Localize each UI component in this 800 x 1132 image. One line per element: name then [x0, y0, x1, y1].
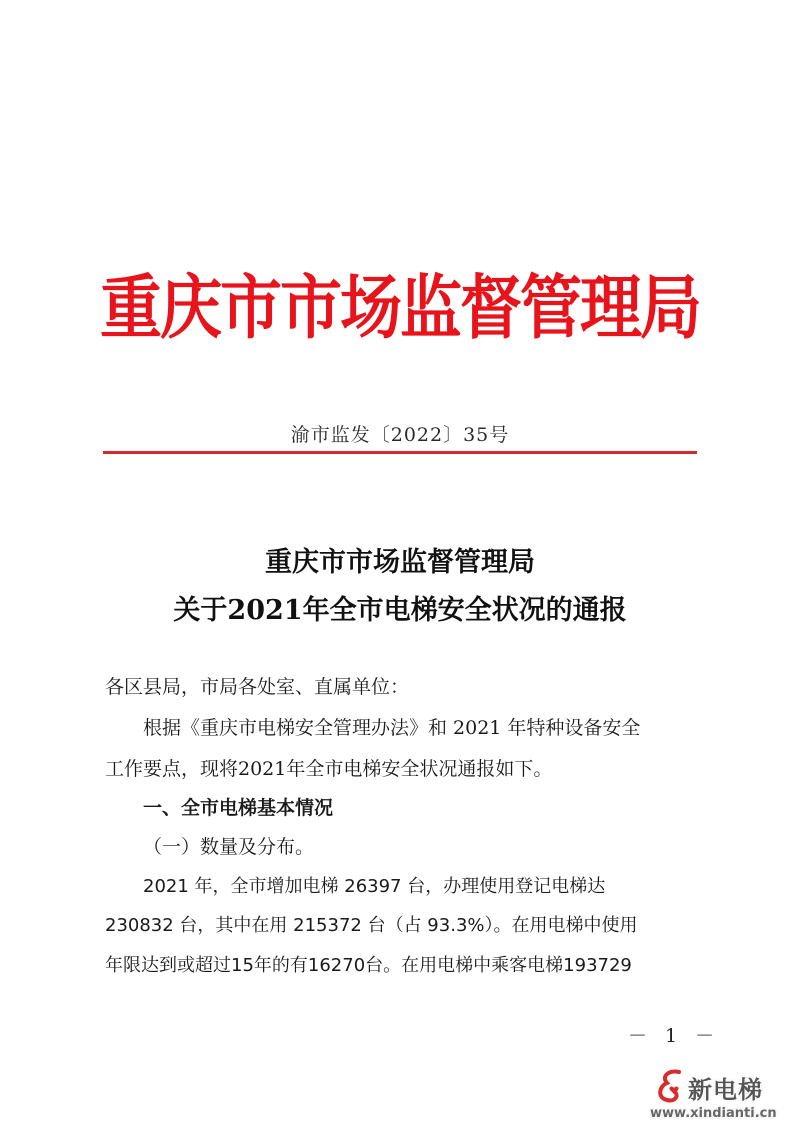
- intro-paragraph-line1: 根据《重庆市电梯安全管理办法》和 2021 年特种设备安全: [143, 717, 641, 739]
- paragraph-line3: 年限达到或超过15年的有16270台。在用电梯中乘客电梯193729: [105, 955, 632, 976]
- salutation: 各区县局，市局各处室、直属单位：: [105, 676, 410, 698]
- red-divider-rule: [103, 451, 697, 454]
- paragraph-line2: 230832 台，其中在用 215372 台（占 93.3%）。在用电梯中使用: [105, 915, 638, 936]
- watermark-brand: 新电梯: [688, 1076, 763, 1104]
- watermark-url: www.xindianti.cn: [650, 1106, 777, 1121]
- paragraph-line1: 2021 年，全市增加电梯 26397 台，办理使用登记电梯达: [143, 876, 606, 897]
- document-title-line2: 关于2021年全市电梯安全状况的通报: [173, 595, 627, 626]
- page-number: － 1 －: [628, 1025, 721, 1047]
- subsection-heading-1: （一）数量及分布。: [143, 836, 315, 858]
- watermark: [650, 1068, 800, 1128]
- document-number: 渝市监发〔2022〕35号: [290, 424, 510, 446]
- document-title-line1: 重庆市市场监督管理局: [265, 547, 535, 578]
- section-heading-1: 一、全市电梯基本情况: [143, 797, 334, 819]
- intro-paragraph-line2: 工作要点，现将2021年全市电梯安全状况通报如下。: [105, 758, 553, 780]
- masthead-org-name: 重庆市市场监督管理局: [99, 266, 700, 349]
- xindianti-logo-icon: [655, 1068, 685, 1104]
